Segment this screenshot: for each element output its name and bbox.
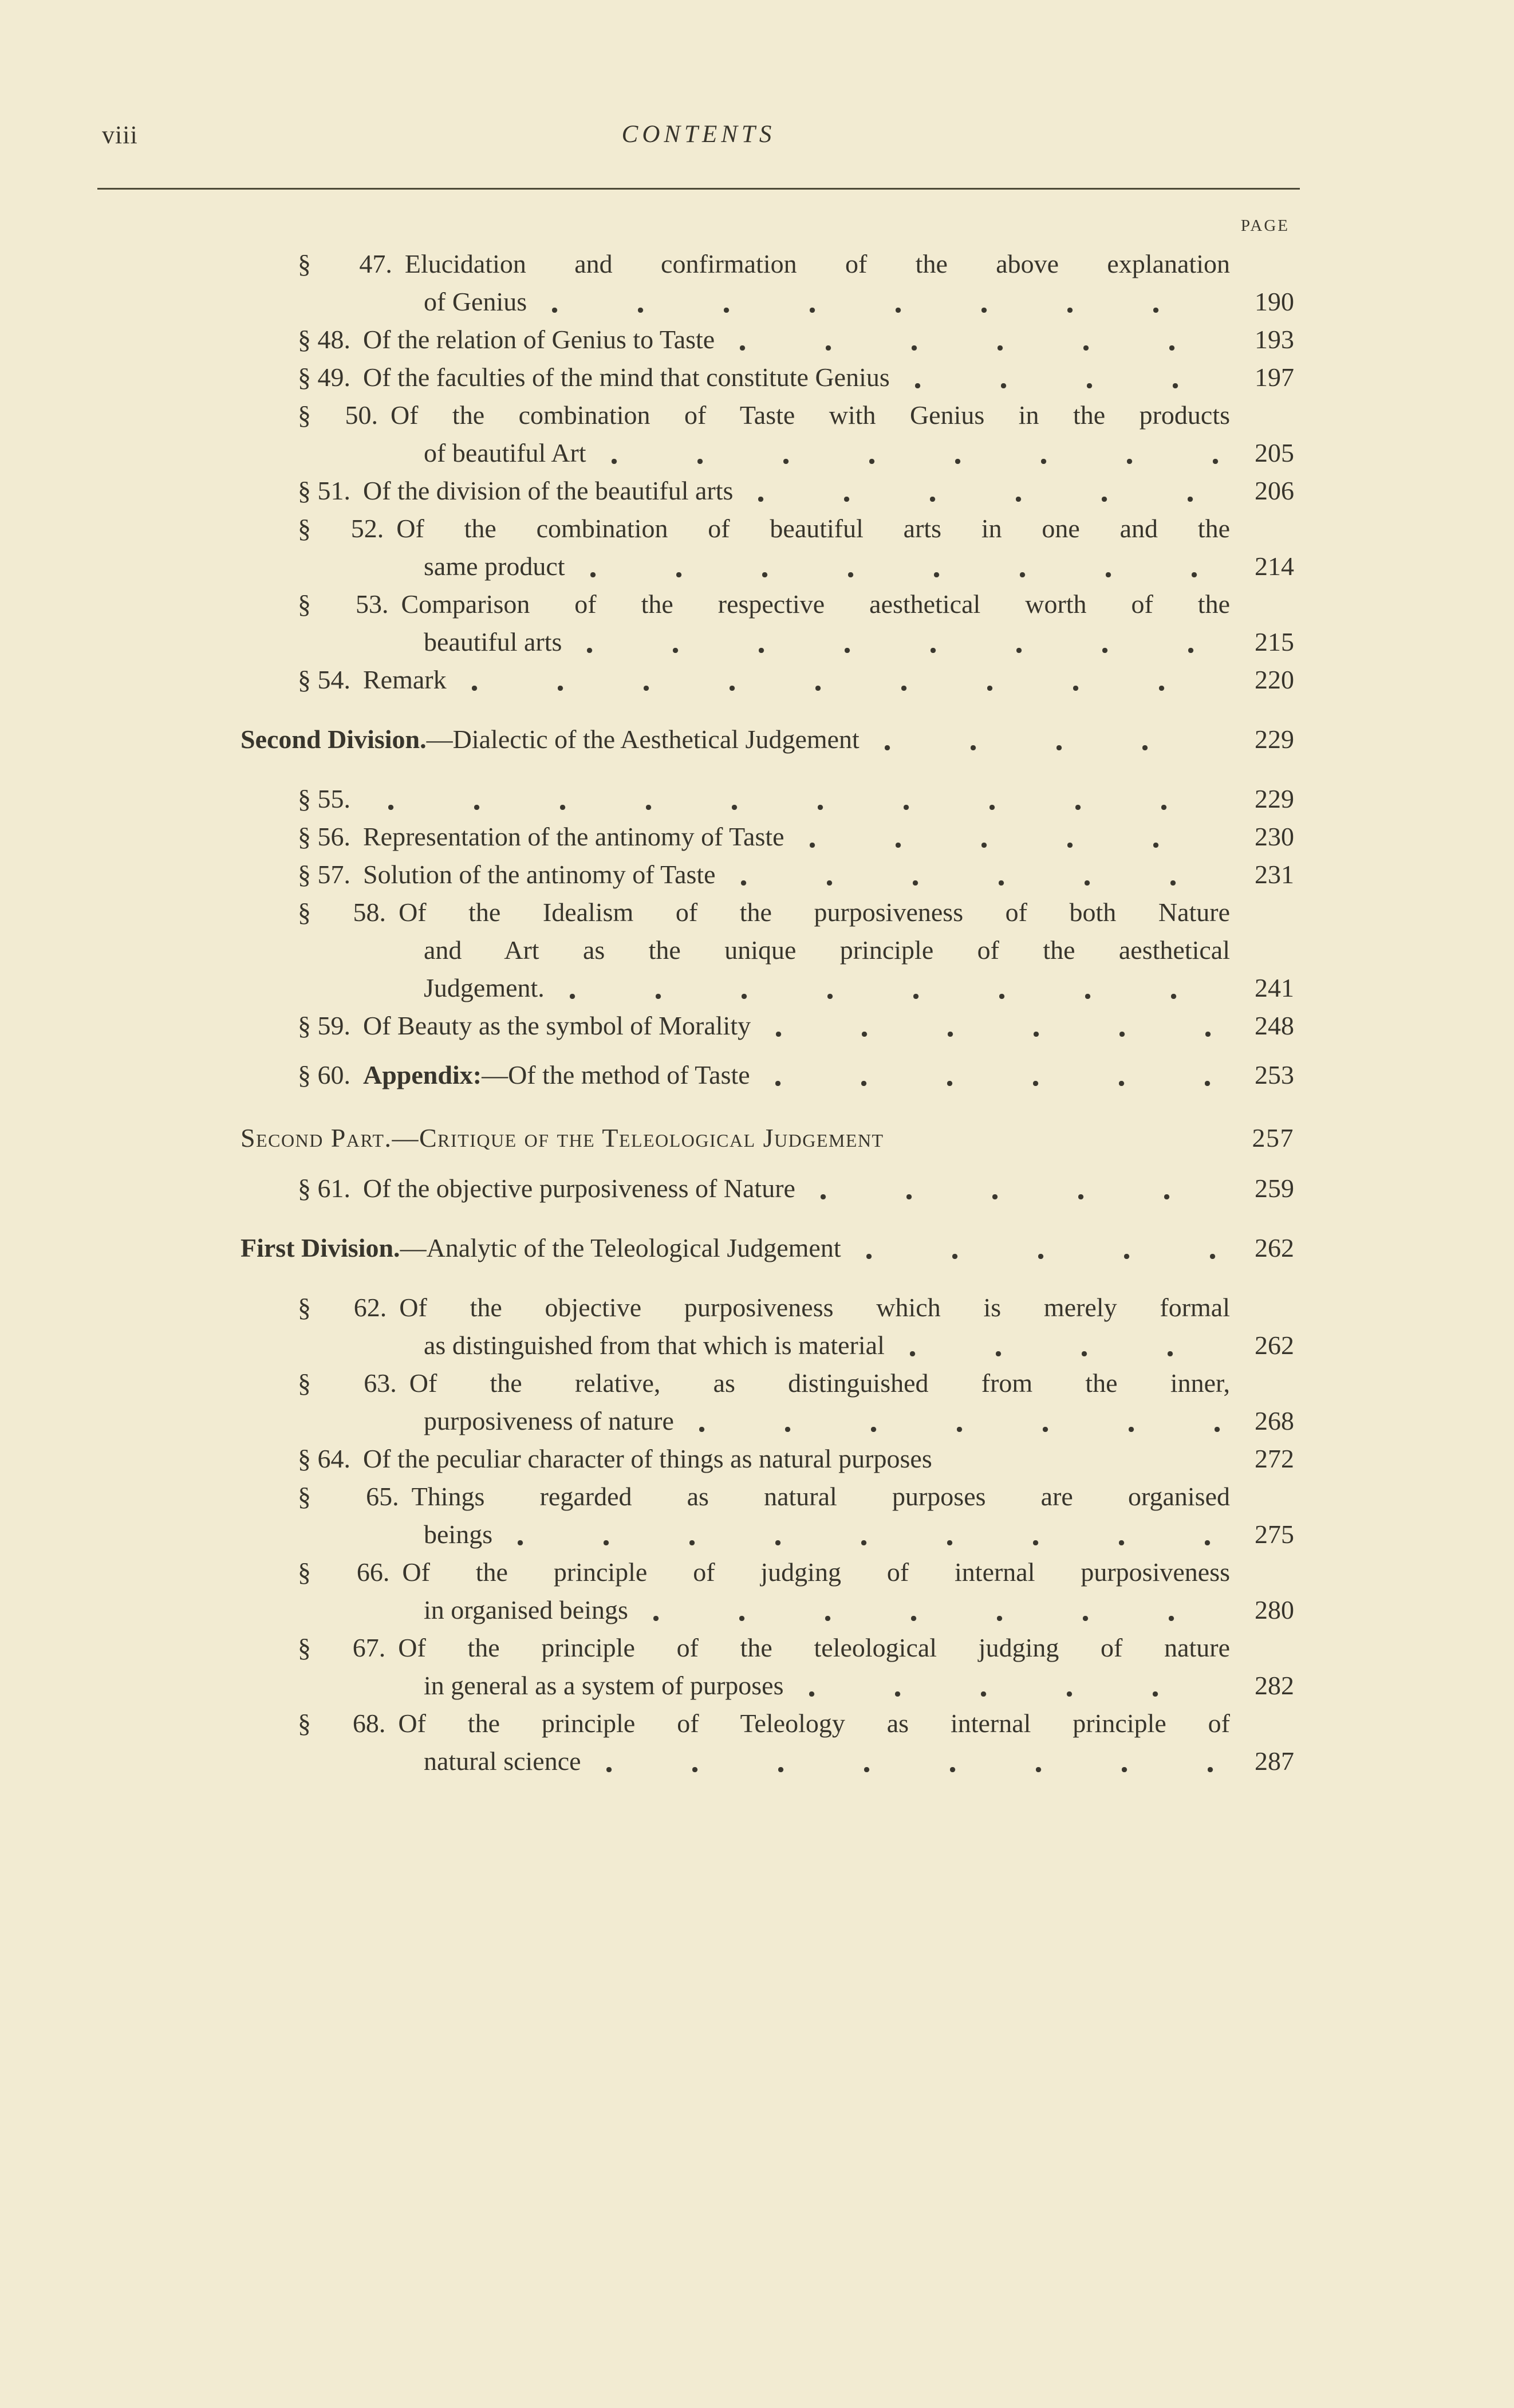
toc-entry: [240, 1440, 1294, 1478]
page-number: 275: [1255, 1520, 1294, 1549]
toc-line: [240, 1667, 1294, 1705]
dot-leader: [748, 472, 1225, 510]
toc-entry: [240, 1056, 1294, 1094]
entry-text: Of Beauty as the symbol of Morality: [363, 1011, 751, 1040]
entry-text: as distinguished from that which is material: [424, 1331, 885, 1360]
entry-text: —Analytic of the Teleological Judgement: [400, 1233, 841, 1262]
entry-text: beings: [424, 1520, 493, 1549]
entry-text: Of the combination of Taste with Genius in the products: [390, 400, 1231, 430]
entry-section-label: § 53.: [298, 589, 389, 619]
page-number: 248: [1255, 1011, 1294, 1040]
toc-entry: [240, 1289, 1294, 1364]
toc-entry: [240, 1170, 1294, 1207]
dot-leader: [810, 1170, 1225, 1207]
page-number: 253: [1255, 1060, 1294, 1089]
entry-section-label: § 58.: [298, 898, 387, 927]
entry-section-label: § 47.: [298, 249, 392, 278]
entry-text: Solution of the antinomy of Taste: [363, 860, 716, 889]
page-number: 241: [1255, 973, 1294, 1002]
entry-bold-text: First Division.: [240, 1233, 400, 1262]
dot-leader: [542, 283, 1225, 321]
page-number: 193: [1255, 325, 1294, 354]
page-number: 282: [1255, 1671, 1294, 1700]
toc-line: [240, 661, 1294, 699]
toc-entry: [240, 359, 1294, 396]
dot-leader: [731, 856, 1225, 894]
dot-leader: [689, 1402, 1225, 1440]
toc-entry: [240, 856, 1294, 894]
toc-line: [240, 1364, 1294, 1402]
toc-entry: [240, 396, 1294, 472]
toc-line: [240, 780, 1294, 818]
toc-line: [240, 396, 1294, 434]
entry-text: Of the objective purposiveness which is merely formal: [399, 1293, 1231, 1322]
dot-leader: [730, 321, 1225, 359]
entry-text: Of the principle of Teleology as internal principle of: [398, 1709, 1230, 1738]
page-number: 197: [1255, 363, 1294, 392]
entry-section-label: § 60.: [298, 1060, 350, 1089]
toc-line: [240, 1289, 1294, 1327]
toc-entry: [240, 1119, 1294, 1157]
toc-entry: [240, 894, 1294, 1007]
entry-text: Of the objective purposiveness of Nature: [363, 1174, 795, 1203]
toc-line: [240, 1553, 1294, 1591]
page-number: 259: [1255, 1174, 1294, 1203]
toc-entry: [240, 1229, 1294, 1267]
toc-line: [240, 818, 1294, 856]
toc-line: [240, 1119, 1294, 1157]
toc-entry: [240, 1007, 1294, 1045]
dot-leader: [765, 1056, 1225, 1094]
entry-text: —Dialectic of the Aesthetical Judgement: [426, 725, 859, 754]
page-number: 257: [1252, 1123, 1294, 1152]
entry-text: beautiful arts: [424, 627, 562, 656]
dot-leader: [462, 661, 1225, 699]
running-head-title: CONTENTS: [621, 121, 776, 148]
toc-line: [240, 623, 1294, 661]
toc-entry: [240, 818, 1294, 856]
dot-leader: [577, 623, 1225, 661]
toc-line: [240, 548, 1294, 585]
dot-leader: [766, 1007, 1225, 1045]
page-number: 206: [1255, 476, 1294, 505]
entry-text: Of the relative, as distinguished from the inner,: [409, 1368, 1231, 1398]
toc-line: [240, 585, 1294, 623]
page-number: 229: [1255, 725, 1294, 754]
folio-number: viii: [102, 121, 138, 149]
toc-line: [240, 1478, 1294, 1516]
entry-section-label: § 54.: [298, 665, 350, 694]
entry-section-label: § 55.: [298, 784, 350, 813]
toc-entry: [240, 245, 1294, 321]
page-number: 214: [1255, 552, 1294, 581]
toc-entry: [240, 510, 1294, 585]
toc-line: [240, 434, 1294, 472]
page-number: 262: [1255, 1233, 1294, 1262]
toc-line: [240, 856, 1294, 894]
toc-line: [240, 931, 1294, 969]
toc-line: [240, 1705, 1294, 1742]
toc-line: [240, 1629, 1294, 1667]
dot-leader: [799, 818, 1225, 856]
toc-entry: [240, 321, 1294, 359]
dot-leader: [507, 1516, 1225, 1553]
dot-leader: [596, 1742, 1225, 1780]
entry-text: Of the relation of Genius to Taste: [363, 325, 715, 354]
dot-leader: [378, 780, 1225, 818]
entry-text: Things regarded as natural purposes are organised: [411, 1482, 1230, 1511]
entry-section-label: § 48.: [298, 325, 350, 354]
toc-entry: [240, 472, 1294, 510]
toc-entry: [240, 1629, 1294, 1705]
entry-text: Of the Idealism of the purposiveness of both Nature: [399, 898, 1230, 927]
entry-text: of Genius: [424, 287, 527, 316]
entry-text: Of the combination of beautiful arts in one and the: [396, 514, 1231, 543]
entry-text: purposiveness of nature: [424, 1406, 674, 1435]
toc-entry: [240, 1553, 1294, 1629]
toc-line: [240, 1742, 1294, 1780]
toc-entry: [240, 1705, 1294, 1780]
entry-section-label: § 56.: [298, 822, 350, 851]
toc-entry: [240, 1364, 1294, 1440]
entry-section-label: § 57.: [298, 860, 350, 889]
toc-entry: [240, 1478, 1294, 1553]
page-number: 268: [1255, 1406, 1294, 1435]
toc-line: [240, 1402, 1294, 1440]
entry-section-label: § 65.: [298, 1482, 399, 1511]
entry-text: in general as a system of purposes: [424, 1671, 784, 1700]
entry-text: Judgement.: [424, 973, 545, 1002]
entry-bold-text: Second Division.: [240, 725, 427, 754]
toc-line: [240, 283, 1294, 321]
toc-line: [240, 321, 1294, 359]
leader-spacer: [899, 1119, 1225, 1157]
entry-text: Second Part.—Critique of the Teleological Judgement: [240, 1123, 884, 1152]
entry-text: Comparison of the respective aesthetical worth of the: [401, 589, 1230, 619]
entry-section-label: § 51.: [298, 476, 350, 505]
entry-section-label: § 62.: [298, 1293, 387, 1322]
toc-line: [240, 721, 1294, 758]
entry-text: Of the principle of judging of internal purposiveness: [402, 1557, 1231, 1587]
toc-entry: [240, 585, 1294, 661]
entry-text: same product: [424, 552, 565, 581]
dot-leader: [601, 434, 1225, 472]
toc-line: [240, 1170, 1294, 1207]
page-number: 190: [1255, 287, 1294, 316]
entry-section-label: § 52.: [298, 514, 384, 543]
toc-entry: [240, 780, 1294, 818]
page-number: 230: [1255, 822, 1294, 851]
entry-text: Elucidation and confirmation of the above explanation: [404, 249, 1230, 278]
toc-line: [240, 1591, 1294, 1629]
toc-line: [240, 1056, 1294, 1094]
toc-line: [240, 472, 1294, 510]
page-number: 287: [1255, 1746, 1294, 1776]
dot-leader: [874, 721, 1225, 758]
entry-section-label: § 50.: [298, 400, 378, 430]
toc-entry: [240, 721, 1294, 758]
toc-line: [240, 245, 1294, 283]
toc-line: [240, 969, 1294, 1007]
page-number: 272: [1255, 1444, 1294, 1473]
entry-text: of beautiful Art: [424, 438, 586, 467]
page-number: 262: [1255, 1331, 1294, 1360]
dot-leader: [900, 1327, 1225, 1364]
entry-text: natural science: [424, 1746, 581, 1776]
toc-line: [240, 1440, 1294, 1478]
head-rule: [97, 188, 1300, 190]
entry-text: Remark: [363, 665, 447, 694]
entry-section-label: § 49.: [298, 363, 350, 392]
entry-text: in organised beings: [424, 1595, 628, 1624]
entry-text: Of the division of the beautiful arts: [363, 476, 734, 505]
page-number: 215: [1255, 627, 1294, 656]
entry-section-label: § 66.: [298, 1557, 390, 1587]
entry-section-label: § 63.: [298, 1368, 397, 1398]
page-column-label: PAGE: [1240, 217, 1290, 235]
running-head-band: [97, 120, 1300, 155]
entry-text: Representation of the antinomy of Taste: [363, 822, 784, 851]
dot-leader: [580, 548, 1225, 585]
dot-leader: [643, 1591, 1225, 1629]
toc: [240, 245, 1294, 1780]
entry-section-label: § 67.: [298, 1633, 386, 1662]
dot-leader: [559, 969, 1225, 1007]
page-number: 229: [1255, 784, 1294, 813]
page-number: 231: [1255, 860, 1294, 889]
entry-text: Of the peculiar character of things as natural purposes: [363, 1444, 932, 1473]
entry-section-label: § 59.: [298, 1011, 350, 1040]
toc-entry: [240, 661, 1294, 699]
toc-line: [240, 359, 1294, 396]
toc-line: [240, 1007, 1294, 1045]
dot-leader: [905, 359, 1225, 396]
entry-text: —Of the method of Taste: [482, 1060, 750, 1089]
entry-text: and Art as the unique principle of the aesthetical: [424, 935, 1230, 965]
leader-spacer: [947, 1440, 1225, 1478]
dot-leader: [856, 1229, 1225, 1267]
toc-line: [240, 1327, 1294, 1364]
toc-line: [240, 894, 1294, 931]
dot-leader: [799, 1667, 1225, 1705]
toc-line: [240, 1516, 1294, 1553]
toc-line: [240, 1229, 1294, 1267]
page-number: 280: [1255, 1595, 1294, 1624]
entry-section-label: § 61.: [298, 1174, 350, 1203]
entry-section-label: § 68.: [298, 1709, 386, 1738]
page-number: 220: [1255, 665, 1294, 694]
toc-line: [240, 510, 1294, 548]
entry-text: Of the faculties of the mind that constitute Genius: [363, 363, 890, 392]
entry-text: Of the principle of the teleological judging of nature: [398, 1633, 1231, 1662]
entry-bold-text: Appendix:: [363, 1060, 482, 1089]
entry-section-label: § 64.: [298, 1444, 350, 1473]
page-number: 205: [1255, 438, 1294, 467]
